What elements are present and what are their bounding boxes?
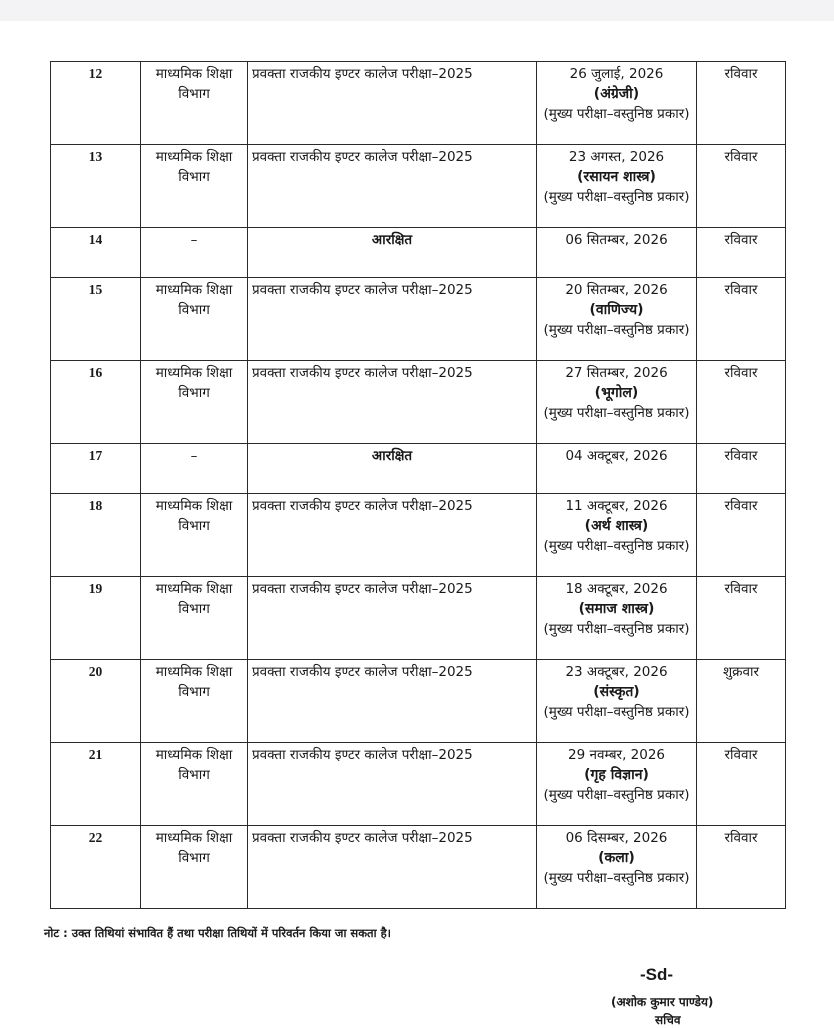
exam-subject: (अंग्रेजी) <box>593 86 640 102</box>
serial-number: 13 <box>51 145 141 228</box>
exam-date: 06 सितम्बर, 2026 <box>565 232 668 248</box>
department-cell: माध्यमिक शिक्षा विभाग <box>141 145 248 228</box>
serial-number: 22 <box>51 826 141 909</box>
note-text: नोट : उक्त तिथियां संभावित हैं तथा परीक्षा तिथियों में परिवर्तन किया जा सकता है। <box>44 926 392 940</box>
exam-name-cell: प्रवक्ता राजकीय इण्टर कालेज परीक्षा–2025 <box>248 361 537 444</box>
serial-number: 21 <box>51 743 141 826</box>
exam-date: 20 सितम्बर, 2026 <box>565 282 668 298</box>
date-cell <box>537 361 697 444</box>
exam-name-cell: प्रवक्ता राजकीय इण्टर कालेज परीक्षा–2025 <box>248 278 537 361</box>
table-row <box>51 577 786 660</box>
exam-subject: (कला) <box>598 850 635 866</box>
department-cell: माध्यमिक शिक्षा विभाग <box>141 361 248 444</box>
serial-number: 20 <box>51 660 141 743</box>
table-row <box>51 444 786 494</box>
serial-number: 12 <box>51 62 141 145</box>
exam-mode: (मुख्य परीक्षा–वस्तुनिष्ठ प्रकार) <box>543 189 690 205</box>
reserved-label: आरक्षित <box>248 228 537 278</box>
department-cell: – <box>141 444 248 494</box>
signatory-name: (अशोक कुमार पाण्डेय) <box>611 995 714 1009</box>
table-row <box>51 494 786 577</box>
department-cell: माध्यमिक शिक्षा विभाग <box>141 62 248 145</box>
day-cell: रविवार <box>697 145 786 228</box>
exam-mode: (मुख्य परीक्षा–वस्तुनिष्ठ प्रकार) <box>543 870 690 886</box>
exam-mode: (मुख्य परीक्षा–वस्तुनिष्ठ प्रकार) <box>543 405 690 421</box>
exam-date: 18 अक्टूबर, 2026 <box>565 581 668 597</box>
serial-number: 16 <box>51 361 141 444</box>
exam-date: 29 नवम्बर, 2026 <box>567 747 666 763</box>
exam-name-cell: प्रवक्ता राजकीय इण्टर कालेज परीक्षा–2025 <box>248 743 537 826</box>
exam-name-cell: प्रवक्ता राजकीय इण्टर कालेज परीक्षा–2025 <box>248 145 537 228</box>
day-cell: रविवार <box>697 743 786 826</box>
department-cell: माध्यमिक शिक्षा विभाग <box>141 743 248 826</box>
serial-number: 15 <box>51 278 141 361</box>
exam-subject: (रसायन शास्त्र) <box>577 169 656 185</box>
exam-date: 23 अगस्त, 2026 <box>568 149 665 165</box>
exam-subject: (अर्थ शास्त्र) <box>584 518 649 534</box>
department-cell: माध्यमिक शिक्षा विभाग <box>141 494 248 577</box>
exam-subject: (भूगोल) <box>594 385 639 401</box>
day-cell: रविवार <box>697 577 786 660</box>
exam-name-cell: प्रवक्ता राजकीय इण्टर कालेज परीक्षा–2025 <box>248 826 537 909</box>
date-cell <box>537 494 697 577</box>
day-cell: रविवार <box>697 228 786 278</box>
serial-number: 18 <box>51 494 141 577</box>
table-row <box>51 145 786 228</box>
table-row <box>51 228 786 278</box>
exam-mode: (मुख्य परीक्षा–वस्तुनिष्ठ प्रकार) <box>543 322 690 338</box>
exam-subject: (गृह विज्ञान) <box>584 767 649 783</box>
table-row <box>51 278 786 361</box>
date-cell <box>537 577 697 660</box>
exam-subject: (समाज शास्त्र) <box>578 601 655 617</box>
department-cell: माध्यमिक शिक्षा विभाग <box>141 577 248 660</box>
department-cell: – <box>141 228 248 278</box>
date-cell <box>537 660 697 743</box>
serial-number: 19 <box>51 577 141 660</box>
date-cell <box>537 145 697 228</box>
signature-mark: -Sd- <box>640 965 674 984</box>
exam-subject: (वाणिज्य) <box>589 302 644 318</box>
exam-date: 27 सितम्बर, 2026 <box>565 365 668 381</box>
department-cell: माध्यमिक शिक्षा विभाग <box>141 826 248 909</box>
exam-mode: (मुख्य परीक्षा–वस्तुनिष्ठ प्रकार) <box>543 621 690 637</box>
exam-name-cell: प्रवक्ता राजकीय इण्टर कालेज परीक्षा–2025 <box>248 62 537 145</box>
serial-number: 17 <box>51 444 141 494</box>
signatory-designation: सचिव <box>655 1013 681 1027</box>
date-cell <box>537 278 697 361</box>
exam-name-cell: प्रवक्ता राजकीय इण्टर कालेज परीक्षा–2025 <box>248 660 537 743</box>
date-cell <box>537 62 697 145</box>
exam-schedule-table <box>50 61 786 909</box>
exam-date: 26 जुलाई, 2026 <box>569 66 664 82</box>
day-cell: रविवार <box>697 278 786 361</box>
table-row <box>51 743 786 826</box>
table-row <box>51 826 786 909</box>
day-cell: रविवार <box>697 444 786 494</box>
date-cell <box>537 826 697 909</box>
date-cell <box>537 743 697 826</box>
exam-date: 11 अक्टूबर, 2026 <box>565 498 668 514</box>
exam-date: 06 दिसम्बर, 2026 <box>565 830 668 846</box>
exam-name-cell: प्रवक्ता राजकीय इण्टर कालेज परीक्षा–2025 <box>248 494 537 577</box>
table-row <box>51 660 786 743</box>
department-cell: माध्यमिक शिक्षा विभाग <box>141 278 248 361</box>
day-cell: शुक्रवार <box>697 660 786 743</box>
table-row <box>51 62 786 145</box>
exam-mode: (मुख्य परीक्षा–वस्तुनिष्ठ प्रकार) <box>543 106 690 122</box>
serial-number: 14 <box>51 228 141 278</box>
date-cell <box>537 444 697 494</box>
exam-date: 04 अक्टूबर, 2026 <box>565 448 668 464</box>
reserved-label: आरक्षित <box>248 444 537 494</box>
department-cell: माध्यमिक शिक्षा विभाग <box>141 660 248 743</box>
day-cell: रविवार <box>697 826 786 909</box>
day-cell: रविवार <box>697 62 786 145</box>
table-row <box>51 361 786 444</box>
exam-date: 23 अक्टूबर, 2026 <box>565 664 668 680</box>
exam-mode: (मुख्य परीक्षा–वस्तुनिष्ठ प्रकार) <box>543 787 690 803</box>
exam-subject: (संस्कृत) <box>593 684 640 700</box>
top-band <box>0 0 834 21</box>
exam-name-cell: प्रवक्ता राजकीय इण्टर कालेज परीक्षा–2025 <box>248 577 537 660</box>
day-cell: रविवार <box>697 494 786 577</box>
date-cell <box>537 228 697 278</box>
exam-mode: (मुख्य परीक्षा–वस्तुनिष्ठ प्रकार) <box>543 704 690 720</box>
exam-mode: (मुख्य परीक्षा–वस्तुनिष्ठ प्रकार) <box>543 538 690 554</box>
day-cell: रविवार <box>697 361 786 444</box>
